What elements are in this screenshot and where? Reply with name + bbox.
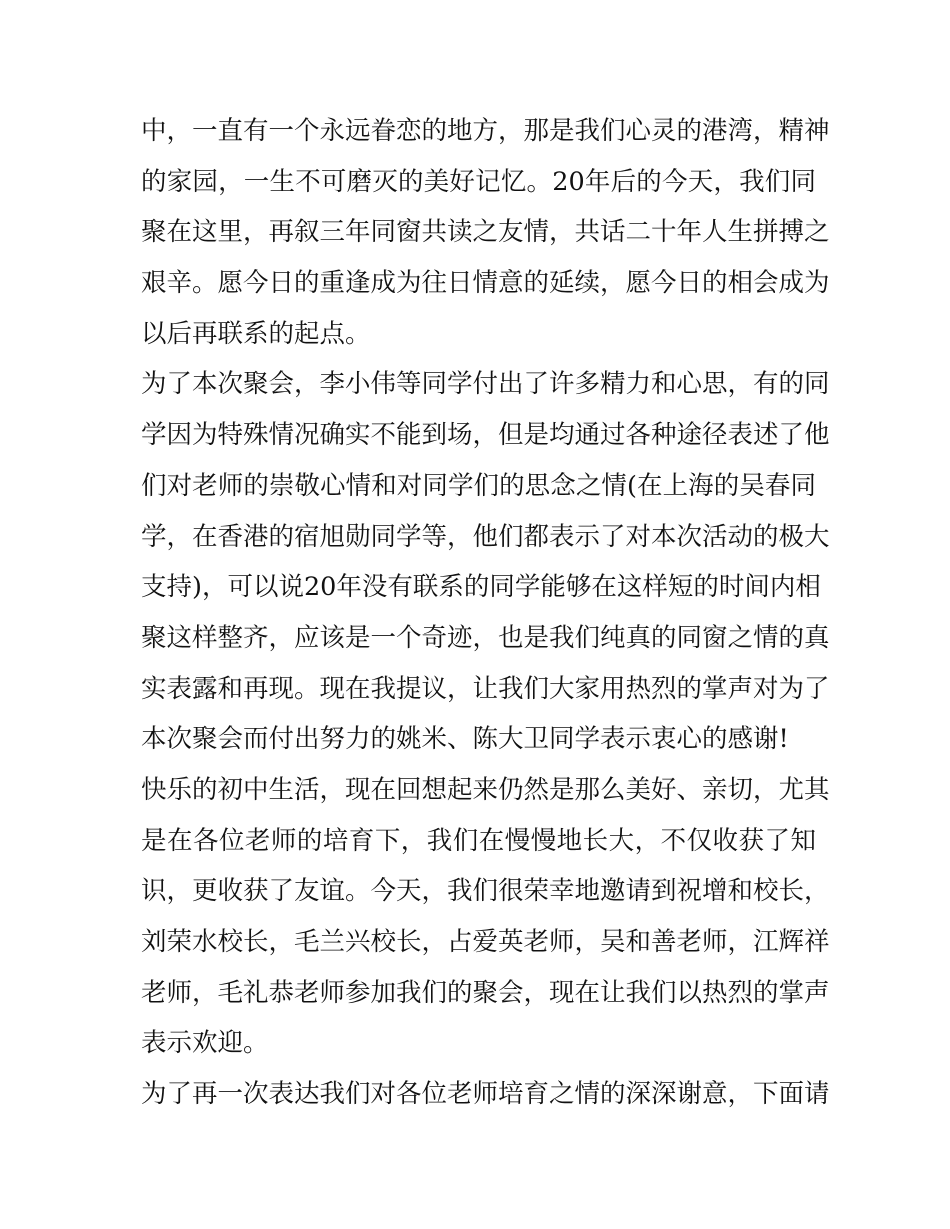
text-line: 聚这样整齐，应该是一个奇迹，也是我们纯真的同窗之情的真 [141, 622, 830, 653]
text-line: 老师，毛礼恭老师参加我们的聚会，现在让我们以热烈的掌声 [141, 977, 830, 1008]
text-line: 支持)，可以说20年没有联系的同学能够在这样短的时间内相 [141, 572, 821, 603]
paragraph [141, 765, 830, 1069]
paragraph [141, 106, 830, 359]
text-line: 快乐的初中生活，现在回想起来仍然是那么美好、亲切，尤其 [141, 774, 830, 805]
text-line: 识，更收获了友谊。今天，我们很荣幸地邀请到祝增和校长， [141, 876, 830, 907]
text-line: 本次聚会而付出努力的姚米、陈大卫同学表示衷心的感谢! [141, 724, 789, 755]
body-text [141, 106, 830, 1120]
text-line: 的家园，一生不可磨灭的美好记忆。20年后的今天，我们同 [141, 166, 816, 197]
text-line: 为了再一次表达我们对各位老师培育之情的深深谢意，下面请 [141, 1079, 830, 1110]
text-line: 刘荣水校长，毛兰兴校长，占爱英老师，吴和善老师，江辉祥 [141, 927, 830, 957]
text-line: 表示欢迎。 [141, 1028, 269, 1059]
text-line: 们对老师的崇敬心情和对同学们的思念之情(在上海的吴春同 [141, 470, 816, 501]
text-line: 以后再联系的起点。 [141, 318, 371, 349]
text-line: 为了本次聚会，李小伟等同学付出了许多精力和心思，有的同 [141, 369, 830, 400]
text-line: 是在各位老师的培育下，我们在慢慢地长大，不仅收获了知 [141, 825, 816, 856]
text-line: 学，在香港的宿旭勋同学等，他们都表示了对本次活动的极大 [141, 521, 830, 552]
text-line: 实表露和再现。现在我提议，让我们大家用热烈的掌声对为了 [141, 673, 830, 704]
text-line: 聚在这里，再叙三年同窗共读之友情，共话二十年人生拼搏之 [141, 217, 830, 248]
paragraph [141, 359, 830, 765]
text-line: 学因为特殊情况确实不能到场，但是均通过各种途径表述了他 [141, 420, 830, 451]
text-line: 艰辛。愿今日的重逢成为往日情意的延续，愿今日的相会成为 [141, 268, 830, 299]
text-line: 中，一直有一个永远眷恋的地方，那是我们心灵的港湾，精神 [141, 116, 830, 146]
paragraph [141, 1069, 830, 1120]
